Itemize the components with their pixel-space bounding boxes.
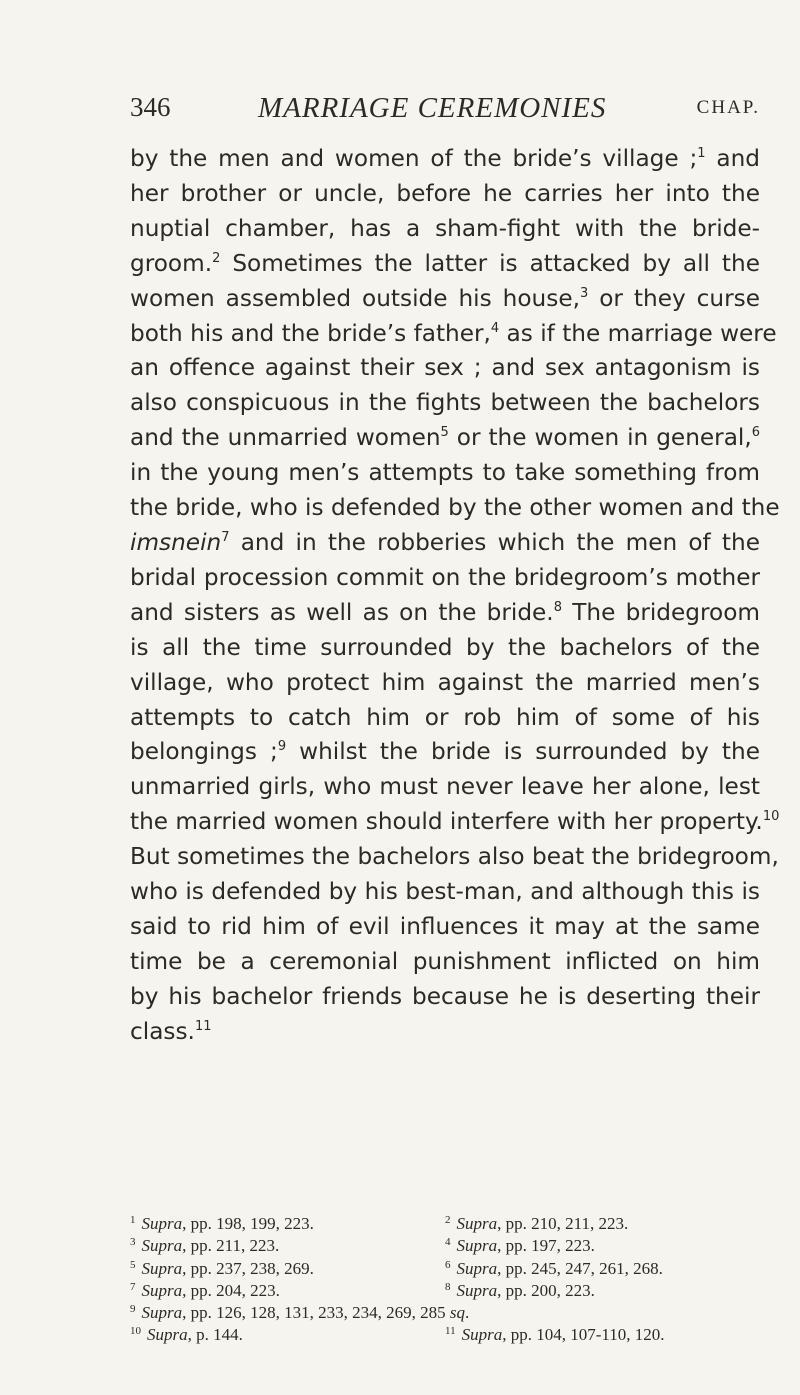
footnote-7: $^7$ Supra, pp. 204, 223.: [130, 1280, 280, 1300]
text-line: who is defended by his best-man, and although this is: [130, 878, 760, 906]
text-line: time be a ceremonial punishment inflicted on him: [130, 947, 760, 975]
footnote-9: $^9$ Supra, pp. 126, 128, 131, 233, 234, 269, 285 sq.: [130, 1303, 470, 1323]
footnote-marker: 9: [277, 739, 287, 755]
footnote-number: 5: [130, 1258, 136, 1271]
footnote-number: 7: [130, 1280, 136, 1293]
footnote-reference: Supra: [456, 1214, 498, 1233]
footnote-3: $^3$ Supra, pp. 211, 223.: [130, 1236, 280, 1256]
text-line: unmarried girls, who must never leave her alone, lest: [130, 773, 760, 801]
footnote-column: [130, 1324, 445, 1346]
footnote-number: 8: [445, 1280, 451, 1293]
footnote-column: [130, 1258, 445, 1280]
footnote-10: $^{10}$ Supra, p. 144.: [130, 1325, 243, 1345]
text-line: imsnein$^7$ and in the robberies which the men of the: [130, 528, 760, 556]
footnote-marker: 10: [762, 809, 780, 825]
footnote-suffix: sq: [449, 1303, 465, 1323]
footnote-reference: Supra: [141, 1214, 183, 1233]
footnote-number: 2: [445, 1214, 451, 1226]
footnote-2: $^2$ Supra, pp. 210, 211, 223.: [445, 1214, 629, 1233]
text-line: groom.$^2$ Sometimes the latter is attacked by all the: [130, 249, 760, 277]
text-line: an offence against their sex ; and sex antagonism is: [130, 354, 760, 382]
text-line: But sometimes the bachelors also beat the bridegroom,: [130, 843, 779, 871]
footnote-column: [445, 1235, 760, 1257]
text-line: by his bachelor friends because he is deserting their: [130, 982, 760, 1010]
footnote-number: 3: [130, 1236, 136, 1249]
footnote-number: 6: [445, 1258, 451, 1271]
footnote-reference: Supra: [147, 1325, 188, 1345]
footnote-column: [445, 1324, 760, 1346]
text-line: her brother or uncle, before he carries her into the: [130, 179, 760, 207]
text-line: belongings ;$^9$ whilst the bride is surrounded by the: [130, 738, 760, 766]
text-line: both his and the bride’s father,$^4$ as if the marriage were: [130, 319, 777, 347]
footnote-row-full: [130, 1302, 760, 1324]
footnote-marker: 6: [751, 425, 760, 441]
footnote-column: [445, 1280, 760, 1302]
footnote-row: [130, 1324, 760, 1346]
text-line: the married women should interfere with her property.$^{10}$: [130, 808, 780, 836]
footnote-marker: 1: [697, 146, 706, 161]
footnote-column: [445, 1258, 760, 1280]
italic-term: imsnein: [130, 528, 222, 556]
footnotes: [130, 1213, 760, 1347]
footnote-reference: Supra: [456, 1236, 498, 1256]
text-line: and the unmarried women$^5$ or the women in general,$^6$: [130, 424, 760, 452]
text-line: class.$^{11}$: [130, 1017, 212, 1045]
page-header: [130, 92, 760, 132]
footnote-marker: 2: [212, 250, 221, 266]
footnote-marker: 4: [490, 320, 500, 336]
footnote-column: [130, 1213, 445, 1235]
footnote-column: [445, 1213, 760, 1235]
footnote-marker: 3: [579, 285, 589, 301]
footnote-reference: Supra: [456, 1258, 498, 1278]
text-line: bridal procession commit on the bridegroom’s mother: [130, 563, 760, 591]
footnote-number: 11: [445, 1325, 456, 1338]
footnote-number: 10: [130, 1325, 141, 1338]
footnote-row: [130, 1235, 760, 1257]
footnote-6: $^6$ Supra, pp. 245, 247, 261, 268.: [445, 1258, 663, 1278]
footnote-reference: Supra: [141, 1236, 183, 1256]
footnote-marker: 7: [221, 529, 230, 545]
text-line: nuptial chamber, has a sham-fight with the bride-: [130, 214, 760, 242]
footnote-number: 9: [130, 1303, 136, 1316]
footnote-1: $^1$ Supra, pp. 198, 199, 223.: [130, 1214, 314, 1233]
footnote-marker: 11: [194, 1018, 212, 1034]
footnote-reference: Supra: [141, 1303, 183, 1323]
text-line: by the men and women of the bride’s village ;$^1$ and: [130, 145, 760, 172]
text-line: is all the time surrounded by the bachelors of the: [130, 633, 760, 661]
text-line: said to rid him of evil influences it may at the same: [130, 912, 760, 940]
page-number: 346: [130, 92, 171, 122]
footnote-8: $^8$ Supra, pp. 200, 223.: [445, 1280, 595, 1300]
footnote-number: 4: [445, 1236, 451, 1249]
footnote-reference: Supra: [141, 1258, 183, 1278]
body-paragraph: [130, 142, 780, 1050]
footnote-row: [130, 1280, 760, 1302]
footnote-row: [130, 1213, 760, 1235]
footnote-5: $^5$ Supra, pp. 237, 238, 269.: [130, 1258, 314, 1278]
text-line: attempts to catch him or rob him of some of his: [130, 703, 760, 731]
footnote-number: 1: [130, 1214, 136, 1226]
text-line: and sisters as well as on the bride.$^8$ The bridegroom: [130, 598, 760, 626]
footnote-11: $^{11}$ Supra, pp. 104, 107-110, 120.: [445, 1325, 665, 1345]
text-line: also conspicuous in the fights between the bachelors: [130, 389, 760, 417]
text-line: in the young men’s attempts to take something from: [130, 459, 760, 487]
text-line: village, who protect him against the married men’s: [130, 668, 760, 696]
footnote-row: [130, 1258, 760, 1280]
text-line: women assembled outside his house,$^3$ or they curse: [130, 284, 760, 312]
running-title: MARRIAGE CEREMONIES: [258, 92, 607, 124]
footnote-reference: Supra: [141, 1280, 183, 1300]
footnote-reference: Supra: [461, 1325, 503, 1345]
footnote-column: [130, 1280, 445, 1302]
footnote-marker: 5: [440, 425, 449, 441]
text-line: the bride, who is defended by the other women and the: [130, 494, 780, 522]
footnote-marker: 8: [553, 599, 562, 615]
chapter-tag: CHAP.: [696, 97, 760, 118]
footnote-4: $^4$ Supra, pp. 197, 223.: [445, 1236, 595, 1256]
footnote-reference: Supra: [456, 1280, 498, 1300]
footnote-column: [130, 1235, 445, 1257]
